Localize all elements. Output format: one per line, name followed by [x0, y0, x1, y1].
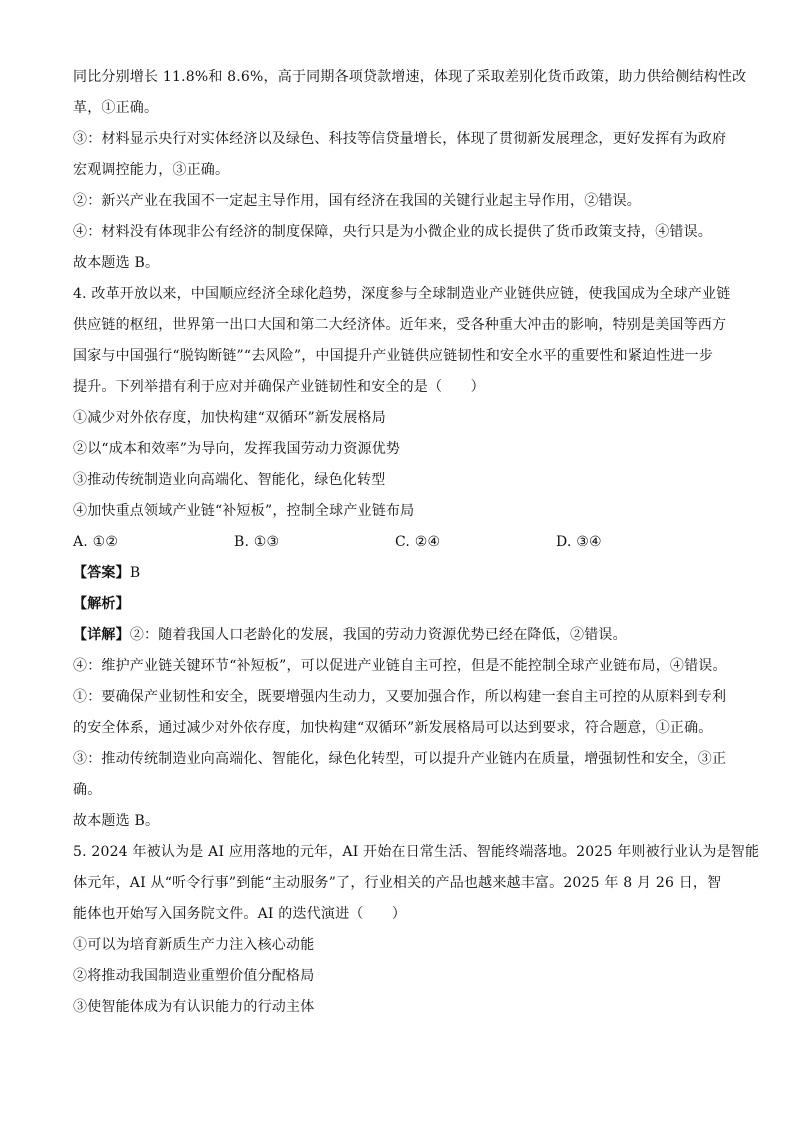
- answer-value: B: [129, 565, 141, 581]
- question-5-stem: 5. 2024 年被认为是 AI 应用落地的元年，AI 开始在日常生活、智能终端落地。2025 年则被行业认为是智能: [73, 844, 760, 860]
- answer-options: [73, 527, 733, 558]
- option-c: C. ②④: [395, 534, 441, 550]
- option-a: A. ①②: [73, 534, 119, 550]
- answer-line: [73, 558, 733, 589]
- question-4-item: ④加快重点领域产业链“补短板”，控制全球产业链布局: [73, 503, 415, 519]
- question-4-stem: 提升。下列举措有利于应对并确保产业链韧性和安全的是（ ）: [73, 379, 485, 395]
- question-4-item: ③推动传统制造业向高端化、智能化，绿色化转型: [73, 472, 386, 488]
- question-5-stem: 能体也开始写入国务院文件。AI 的迭代演进（ ）: [73, 906, 407, 922]
- text-line: 宏观调控能力，③正确。: [73, 162, 230, 178]
- option-d: D. ③④: [556, 534, 602, 550]
- conclusion-line: 故本题选 B。: [73, 813, 160, 829]
- question-5-item: ③使智能体成为有认识能力的行动主体: [73, 999, 315, 1015]
- question-5-stem: 体元年，AI 从“听令行事”到能“主动服务”了，行业相关的产品也越来越丰富。2025 年 8 月 26 日，智: [73, 875, 722, 891]
- question-4-item: ①减少对外依存度，加快构建“双循环”新发展格局: [73, 410, 386, 426]
- question-5-item: ①可以为培育新质生产力注入核心动能: [73, 937, 315, 953]
- detail-line: ③：推动传统制造业向高端化、智能化，绿色化转型，可以提升产业链内在质量，增强韧性和安全，③正: [73, 751, 727, 767]
- text-line: ③：材料显示央行对实体经济以及绿色、科技等信贷量增长，体现了贯彻新发展理念，更好发挥有为政府: [73, 131, 727, 147]
- question-4-stem: 国家与中国强行“脱钩断链”“去风险”，中国提升产业链供应链韧性和安全水平的重要性和紧迫性进一步: [73, 348, 714, 364]
- option-b: B. ①③: [234, 534, 280, 550]
- detail-line: 确。: [73, 782, 102, 798]
- detail-text: ②：随着我国人口老龄化的发展，我国的劳动力资源优势已经在降低，②错误。: [129, 627, 627, 643]
- text-line: 同比分别增长 11.8%和 8.6%，高于同期各项贷款增速，体现了采取差别化货币政策，助力供给侧结构性改: [73, 69, 747, 85]
- document-page: [73, 62, 760, 1023]
- text-line: ②：新兴产业在我国不一定起主导作用，国有经济在我国的关键行业起主导作用，②错误。: [73, 193, 641, 209]
- detail-line: [73, 620, 733, 651]
- text-line: 革，①正确。: [73, 100, 159, 116]
- text-line: ④：材料没有体现非公有经济的制度保障，央行只是为小微企业的成长提供了货币政策支持，④错误。: [73, 224, 712, 240]
- question-4-stem: 4. 改革开放以来，中国顺应经济全球化趋势，深度参与全球制造业产业链供应链，使我国成为全球产业链: [73, 286, 731, 302]
- detail-line: ①：要确保产业韧性和安全，既要增强内生动力，又要加强合作，所以构建一套自主可控的从原料到专利: [73, 689, 727, 705]
- detail-tag: 【详解】: [73, 627, 130, 643]
- question-4-stem: 供应链的枢纽，世界第一出口大国和第二大经济体。近年来，受各种重大冲击的影响，特别是美国等西方: [73, 317, 727, 333]
- analysis-tag: 【解析】: [73, 596, 130, 612]
- detail-line: 的安全体系，通过减少对外依存度，加快构建“双循环”新发展格局可以达到要求，符合题意，①正确。: [73, 720, 713, 736]
- question-4-item: ②以“成本和效率”为导向，发挥我国劳动力资源优势: [73, 441, 401, 457]
- detail-line: ④：维护产业链关键环节“补短板”，可以促进产业链自主可控，但是不能控制全球产业链布局，④错误。: [73, 658, 727, 674]
- question-5-item: ②将推动我国制造业重塑价值分配格局: [73, 968, 315, 984]
- conclusion-line: 故本题选 B。: [73, 255, 160, 271]
- answer-tag: 【答案】: [73, 565, 130, 581]
